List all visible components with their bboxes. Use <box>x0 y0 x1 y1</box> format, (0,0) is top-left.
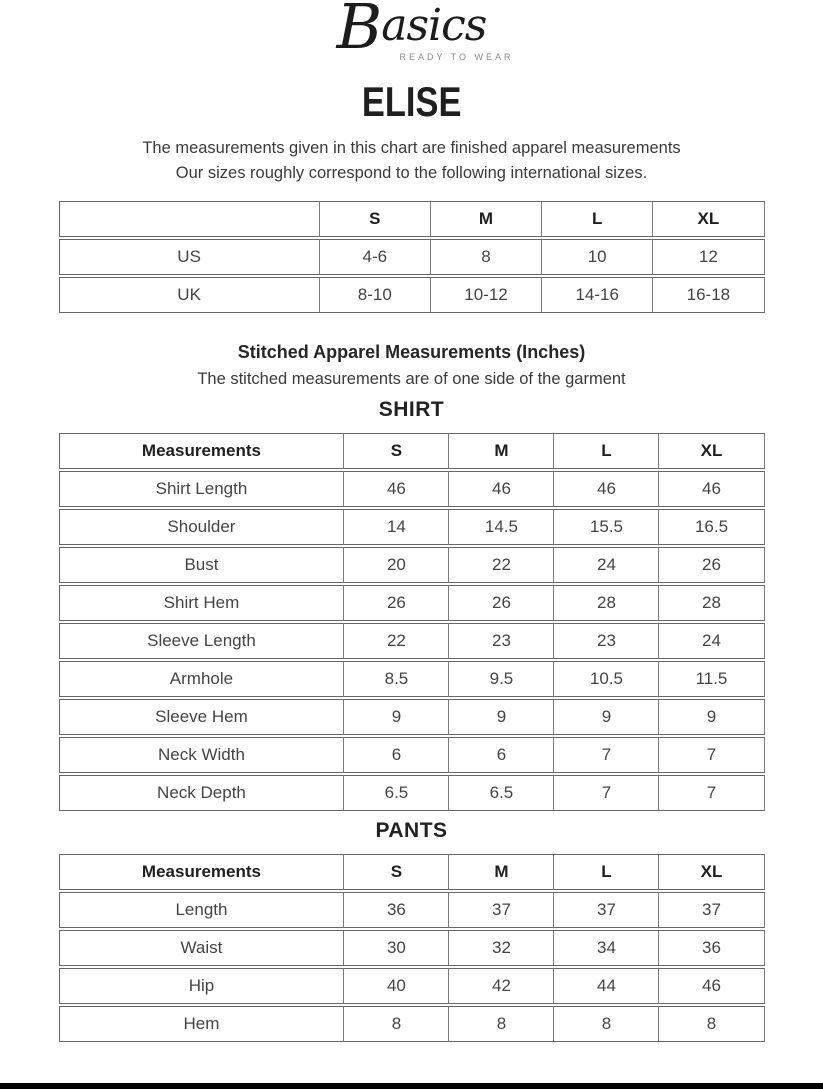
table-row <box>59 699 765 735</box>
section-subheading: The stitched measurements are of one side of the garment <box>197 369 626 388</box>
row-label: Length <box>59 892 345 928</box>
row-label: Waist <box>59 930 345 966</box>
cell-value: 8 <box>554 1006 659 1042</box>
cell-value: 11.5 <box>659 661 764 697</box>
cell-value: 10 <box>542 239 653 275</box>
pants-table-header-l: L <box>554 854 659 890</box>
size-table-header-xl: XL <box>653 201 764 237</box>
cell-value: 37 <box>554 892 659 928</box>
cell-value: 24 <box>659 623 764 659</box>
cell-value: 7 <box>554 737 659 773</box>
row-label: Sleeve Length <box>59 623 345 659</box>
size-table-header-l: L <box>542 201 653 237</box>
cell-value: 46 <box>554 471 659 507</box>
row-label: Hem <box>59 1006 345 1042</box>
cell-value: 16.5 <box>659 509 764 545</box>
brand-tagline: READY TO WEAR <box>399 51 514 62</box>
cell-value: 6.5 <box>449 775 554 811</box>
row-label: Armhole <box>59 661 345 697</box>
table-row <box>59 930 765 966</box>
cell-value: 7 <box>554 775 659 811</box>
row-label: Neck Width <box>59 737 345 773</box>
cell-value: 9.5 <box>449 661 554 697</box>
table-row <box>59 547 765 583</box>
cell-value: 42 <box>449 968 554 1004</box>
cell-value: 26 <box>449 585 554 621</box>
table-row <box>59 277 765 313</box>
cell-value: 23 <box>449 623 554 659</box>
row-label: Bust <box>59 547 345 583</box>
shirt-table-header-m: M <box>449 433 554 469</box>
cell-value: 8 <box>449 1006 554 1042</box>
cell-value: 7 <box>659 775 764 811</box>
shirt-table-header-measurements: Measurements <box>59 433 345 469</box>
table-row <box>59 661 765 697</box>
cell-value: 10-12 <box>431 277 542 313</box>
shirt-table-header-row <box>59 433 765 469</box>
brand-logo <box>0 0 823 62</box>
cell-value: 14-16 <box>542 277 653 313</box>
intro-line-1: The measurements given in this chart are finished apparel measurements <box>142 138 681 157</box>
pants-measurements-table <box>59 852 765 1044</box>
row-label: Hip <box>59 968 345 1004</box>
cell-value: 46 <box>449 471 554 507</box>
cell-value: 8 <box>344 1006 449 1042</box>
cell-value: 22 <box>449 547 554 583</box>
cell-value: 8 <box>431 239 542 275</box>
cell-value: 10.5 <box>554 661 659 697</box>
cell-value: 28 <box>659 585 764 621</box>
row-label: US <box>59 239 320 275</box>
pants-table-header-s: S <box>344 854 449 890</box>
cell-value: 24 <box>554 547 659 583</box>
intro-text <box>0 136 823 187</box>
cell-value: 9 <box>344 699 449 735</box>
cell-value: 34 <box>554 930 659 966</box>
row-label: Sleeve Hem <box>59 699 345 735</box>
table-row <box>59 471 765 507</box>
cell-value: 46 <box>659 968 764 1004</box>
cell-value: 40 <box>344 968 449 1004</box>
cell-value: 7 <box>659 737 764 773</box>
table-row <box>59 1006 765 1042</box>
cell-value: 6 <box>344 737 449 773</box>
size-table-header-s: S <box>320 201 431 237</box>
cell-value: 15.5 <box>554 509 659 545</box>
cell-value: 28 <box>554 585 659 621</box>
size-table-header-m: M <box>431 201 542 237</box>
cell-value: 6 <box>449 737 554 773</box>
shirt-table-header-s: S <box>344 433 449 469</box>
cell-value: 22 <box>344 623 449 659</box>
table-row <box>59 737 765 773</box>
size-table-header-row <box>59 201 765 237</box>
row-label: Shirt Hem <box>59 585 345 621</box>
page-title <box>0 78 823 126</box>
pants-title: PANTS <box>375 818 448 842</box>
cell-value: 30 <box>344 930 449 966</box>
table-row <box>59 623 765 659</box>
cell-value: 12 <box>653 239 764 275</box>
cell-value: 26 <box>344 585 449 621</box>
cell-value: 37 <box>659 892 764 928</box>
table-row <box>59 775 765 811</box>
cell-value: 36 <box>344 892 449 928</box>
row-label: UK <box>59 277 320 313</box>
row-label: Neck Depth <box>59 775 345 811</box>
table-row <box>59 968 765 1004</box>
cell-value: 23 <box>554 623 659 659</box>
row-label: Shoulder <box>59 509 345 545</box>
pants-table-header-m: M <box>449 854 554 890</box>
cell-value: 8.5 <box>344 661 449 697</box>
table-row <box>59 239 765 275</box>
cell-value: 14 <box>344 509 449 545</box>
cell-value: 44 <box>554 968 659 1004</box>
brand-name-rest: asics <box>381 0 487 51</box>
table-row <box>59 892 765 928</box>
section-heading: Stitched Apparel Measurements (Inches) <box>237 341 586 362</box>
table-row <box>59 585 765 621</box>
size-table-header-blank <box>59 201 320 237</box>
cell-value: 46 <box>659 471 764 507</box>
cell-value: 20 <box>344 547 449 583</box>
cell-value: 9 <box>659 699 764 735</box>
pants-table-header-xl: XL <box>659 854 764 890</box>
cell-value: 4-6 <box>320 239 431 275</box>
cell-value: 9 <box>449 699 554 735</box>
pants-table-header-measurements: Measurements <box>59 854 345 890</box>
cell-value: 8 <box>659 1006 764 1042</box>
cell-value: 37 <box>449 892 554 928</box>
shirt-measurements-table <box>59 431 765 813</box>
shirt-table-header-l: L <box>554 433 659 469</box>
pants-table-header-row <box>59 854 765 890</box>
table-row <box>59 509 765 545</box>
cell-value: 9 <box>554 699 659 735</box>
bottom-edge-bar <box>0 1083 823 1089</box>
size-conversion-table <box>59 199 765 315</box>
cell-value: 32 <box>449 930 554 966</box>
page-title-text: ELISE <box>361 77 462 125</box>
cell-value: 14.5 <box>449 509 554 545</box>
cell-value: 36 <box>659 930 764 966</box>
cell-value: 46 <box>344 471 449 507</box>
brand-initial: B <box>336 0 382 63</box>
cell-value: 16-18 <box>653 277 764 313</box>
intro-line-2: Our sizes roughly correspond to the following international sizes. <box>175 164 648 183</box>
cell-value: 8-10 <box>320 277 431 313</box>
row-label: Shirt Length <box>59 471 345 507</box>
cell-value: 26 <box>659 547 764 583</box>
shirt-title: SHIRT <box>378 397 445 421</box>
cell-value: 6.5 <box>344 775 449 811</box>
shirt-table-header-xl: XL <box>659 433 764 469</box>
